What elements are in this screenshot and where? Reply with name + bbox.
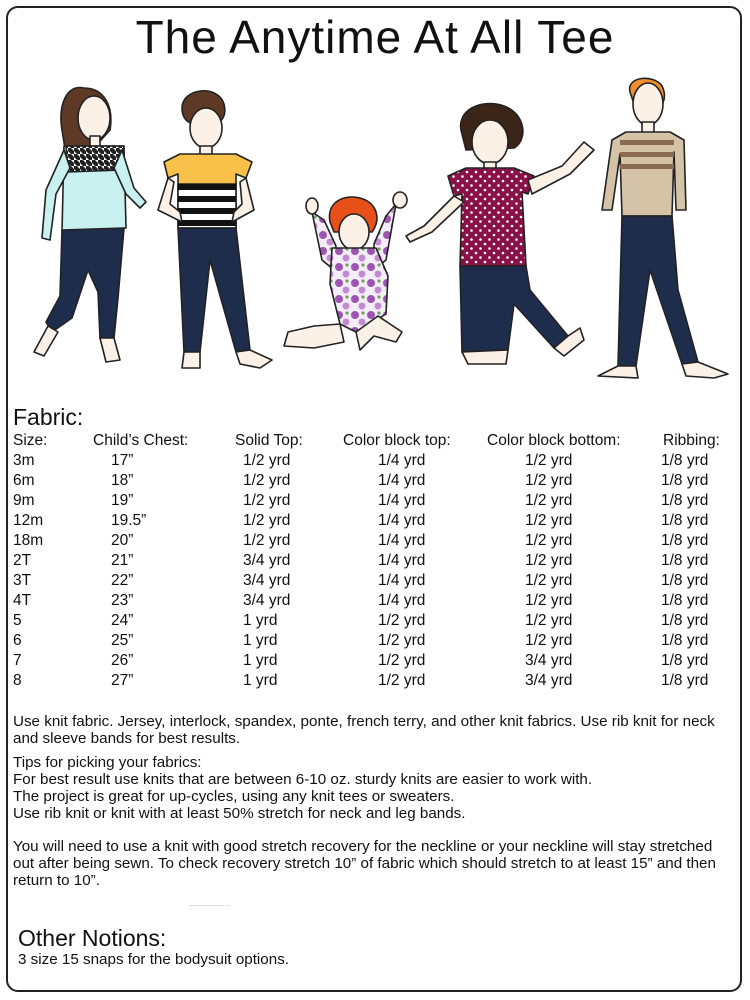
table-row [13,471,733,491]
solid-top-cell: 1/2 yrd [243,512,291,529]
fabric-type-note: Use knit fabric. Jersey, interlock, spandex, ponte, french terry, and other knit fabrics. Use rib knit for neck and sleeve bands for best results. [13,713,715,747]
table-row [13,551,733,571]
notions-heading: Other Notions: [18,925,167,951]
ribbing-cell: 1/8 yrd [661,492,709,509]
table-row [13,671,733,691]
column-header-chest: Child’s Chest: [93,432,189,449]
notions-text: 3 size 15 snaps for the bodysuit options. [18,951,290,968]
column-header-size: Size: [13,432,48,449]
fabric-tips [13,754,733,822]
children-illustration [14,70,736,390]
figure-houndstooth-tee [34,88,146,362]
size-cell: 7 [13,652,22,669]
chest-cell: 26” [111,652,134,669]
color-block-bottom-cell: 1/2 yrd [525,632,573,649]
size-cell: 6 [13,632,22,649]
table-row [13,631,733,651]
ribbing-cell: 1/8 yrd [661,592,709,609]
size-cell: 4T [13,592,32,609]
table-row [13,451,733,471]
ribbing-cell: 1/8 yrd [661,632,709,649]
ribbing-cell: 1/8 yrd [661,472,709,489]
size-cell: 12m [13,512,44,529]
color-block-top-cell: 1/2 yrd [378,612,426,629]
tip-line: The project is great for up-cycles, using any knit tees or sweaters. [13,788,455,805]
stretch-recovery-note: You will need to use a knit with good stretch recovery for the neckline or your neckline will stay stretched out after being sewn. To check recovery stretch 10” of fabric which should stretch to at least 15” and then return to 10”. [13,838,716,889]
fabric-heading: Fabric: [13,404,84,430]
figure-striped-tee [158,91,272,368]
color-block-top-cell: 1/4 yrd [378,512,426,529]
solid-top-cell: 1/2 yrd [243,452,291,469]
ribbing-cell: 1/8 yrd [661,552,709,569]
color-block-bottom-cell: 1/2 yrd [525,572,573,589]
size-cell: 3T [13,572,32,589]
solid-top-cell: 1 yrd [243,612,278,629]
size-cell: 9m [13,492,35,509]
column-header-color-block-top: Color block top: [343,432,451,449]
size-cell: 3m [13,452,35,469]
figure-tan-stripe-tee [598,78,728,378]
ribbing-cell: 1/8 yrd [661,452,709,469]
tip-line: Use rib knit or knit with at least 50% stretch for neck and leg bands. [13,805,466,822]
chest-cell: 24” [111,612,134,629]
table-row [13,611,733,631]
ribbing-cell: 1/8 yrd [661,512,709,529]
chest-cell: 19.5” [111,512,147,529]
size-cell: 2T [13,552,32,569]
size-cell: 6m [13,472,35,489]
color-block-bottom-cell: 3/4 yrd [525,652,573,669]
color-block-top-cell: 1/2 yrd [378,632,426,649]
chest-cell: 27” [111,672,134,689]
ribbing-cell: 1/8 yrd [661,572,709,589]
ribbing-cell: 1/8 yrd [661,532,709,549]
color-block-top-cell: 1/2 yrd [378,652,426,669]
chest-cell: 22” [111,572,134,589]
chest-cell: 19” [111,492,134,509]
color-block-bottom-cell: 1/2 yrd [525,552,573,569]
table-row [13,511,733,531]
page-title: The Anytime At All Tee [135,11,615,63]
table-row [13,651,733,671]
color-block-top-cell: 1/4 yrd [378,552,426,569]
table-row [13,591,733,611]
color-block-bottom-cell: 1/2 yrd [525,612,573,629]
column-header-color-block-bottom: Color block bottom: [487,432,621,449]
table-row [13,491,733,511]
solid-top-cell: 1/2 yrd [243,472,291,489]
color-block-top-cell: 1/4 yrd [378,492,426,509]
ribbing-cell: 1/8 yrd [661,652,709,669]
solid-top-cell: 3/4 yrd [243,592,291,609]
size-cell: 18m [13,532,44,549]
color-block-bottom-cell: 1/2 yrd [525,472,573,489]
color-block-top-cell: 1/4 yrd [378,592,426,609]
chest-cell: 17” [111,452,134,469]
solid-top-cell: 1 yrd [243,672,278,689]
tip-line: For best result use knits that are between 6-10 oz. sturdy knits are easier to work with. [13,771,593,788]
solid-top-cell: 3/4 yrd [243,572,291,589]
color-block-top-cell: 1/4 yrd [378,532,426,549]
solid-top-cell: 3/4 yrd [243,552,291,569]
color-block-bottom-cell: 1/2 yrd [525,592,573,609]
figure-polka-dot-tee [406,104,594,364]
color-block-bottom-cell: 1/2 yrd [525,492,573,509]
chest-cell: 20” [111,532,134,549]
tips-heading: Tips for picking your fabrics: [13,754,202,771]
ribbing-cell: 1/8 yrd [661,612,709,629]
color-block-top-cell: 1/4 yrd [378,572,426,589]
chest-cell: 25” [111,632,134,649]
chest-cell: 23” [111,592,134,609]
table-row [13,571,733,591]
table-row [13,531,733,551]
fabric-requirements-table [13,431,733,691]
color-block-top-cell: 1/2 yrd [378,672,426,689]
size-cell: 8 [13,672,22,689]
solid-top-cell: 1 yrd [243,632,278,649]
ribbing-cell: 1/8 yrd [661,672,709,689]
color-block-bottom-cell: 1/2 yrd [525,532,573,549]
table-header-row [13,431,733,451]
solid-top-cell: 1 yrd [243,652,278,669]
color-block-bottom-cell: 3/4 yrd [525,672,573,689]
color-block-bottom-cell: 1/2 yrd [525,452,573,469]
chest-cell: 18” [111,472,134,489]
solid-top-cell: 1/2 yrd [243,532,291,549]
divider [190,905,230,908]
column-header-ribbing: Ribbing: [663,432,720,449]
color-block-top-cell: 1/4 yrd [378,452,426,469]
chest-cell: 21” [111,552,134,569]
column-header-solid-top: Solid Top: [235,432,303,449]
solid-top-cell: 1/2 yrd [243,492,291,509]
figure-baby-bodysuit [284,192,407,350]
size-cell: 5 [13,612,22,629]
color-block-bottom-cell: 1/2 yrd [525,512,573,529]
color-block-top-cell: 1/4 yrd [378,472,426,489]
